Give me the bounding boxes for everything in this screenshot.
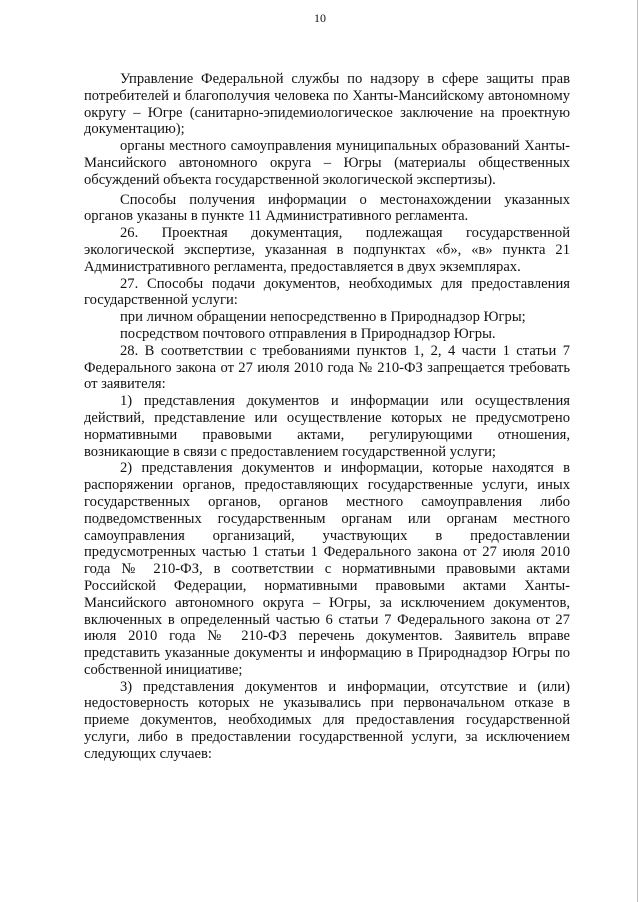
paragraph-personal-submission: при личном обращении непосредственно в Природнадзор Югры;: [120, 309, 526, 326]
document-body: [84, 71, 570, 763]
paragraph-postal-submission: посредством почтового отправления в Природнадзор Югры.: [120, 325, 496, 342]
scan-edge-line: [637, 0, 638, 902]
page-number: 10: [314, 11, 326, 25]
paragraph-subitem-1: 1) представления документов и информации или осуществления действий, представление или осуществление которых не предусмотрено нормативными правовыми актами, регулирующими отношения, возникающие в связи с предоставлением государственной услуги;: [84, 393, 570, 460]
paragraph-subitem-3: 3) представления документов и информации, отсутствие и (или) недостоверность которых не указывались при первоначальном отказе в приеме документов, необходимых для предоставления государственной услуги, либо в предоставлении государственной услуги, за исключением следующих случаев:: [84, 678, 570, 762]
paragraph-rospotrebnadzor: Управление Федеральной службы по надзору в сфере защиты прав потребителей и благополучия человека по Ханты-Мансийскому автономному округу – Югре (санитарно-эпидемиологическое заключение на проектную документацию);: [84, 71, 570, 138]
paragraph-info-methods: Способы получения информации о местонахождении указанных органов указаны в пункте 11 Административного регламента.: [84, 191, 570, 225]
paragraph-item-27: 27. Способы подачи документов, необходимых для предоставления государственной услуги:: [84, 275, 570, 309]
paragraph-local-government: органы местного самоуправления муниципальных образований Ханты-Мансийского автономного округа – Югры (материалы общественных обсуждений объекта государственной экологической экспертизы).: [84, 138, 570, 188]
paragraph-subitem-2: 2) представления документов и информации, которые находятся в распоряжении органов, предоставляющих государственные услуги, иных государственных органов, органов местного самоуправления либо подведомственных государственным органам или органам местного самоуправления организаций, участвующих в предоставлении предусмотренных частью 1 статьи 1 Федерального закона от 27 июля 2010 года № 210-ФЗ, в соответствии с нормативными правовыми актами Российской Федерации, нормативными правовыми актами Ханты-Мансийского автономного округа – Югры, за исключением документов, включенных в определенный частью 6 статьи 7 Федерального закона от 27 июля 2010 года № 210-ФЗ перечень документов. Заявитель вправе представить указанные документы и информацию в Природнадзор Югры по собственной инициативе;: [84, 460, 570, 678]
paragraph-item-28: 28. В соответствии с требованиями пунктов 1, 2, 4 части 1 статьи 7 Федерального закона от 27 июля 2010 года № 210-ФЗ запрещается требовать от заявителя:: [84, 342, 570, 393]
paragraph-item-26: 26. Проектная документация, подлежащая государственной экологической экспертизе, указанная в подпунктах «б», «в» пункта 21 Административного регламента, предоставляется в двух экземплярах.: [84, 225, 570, 275]
